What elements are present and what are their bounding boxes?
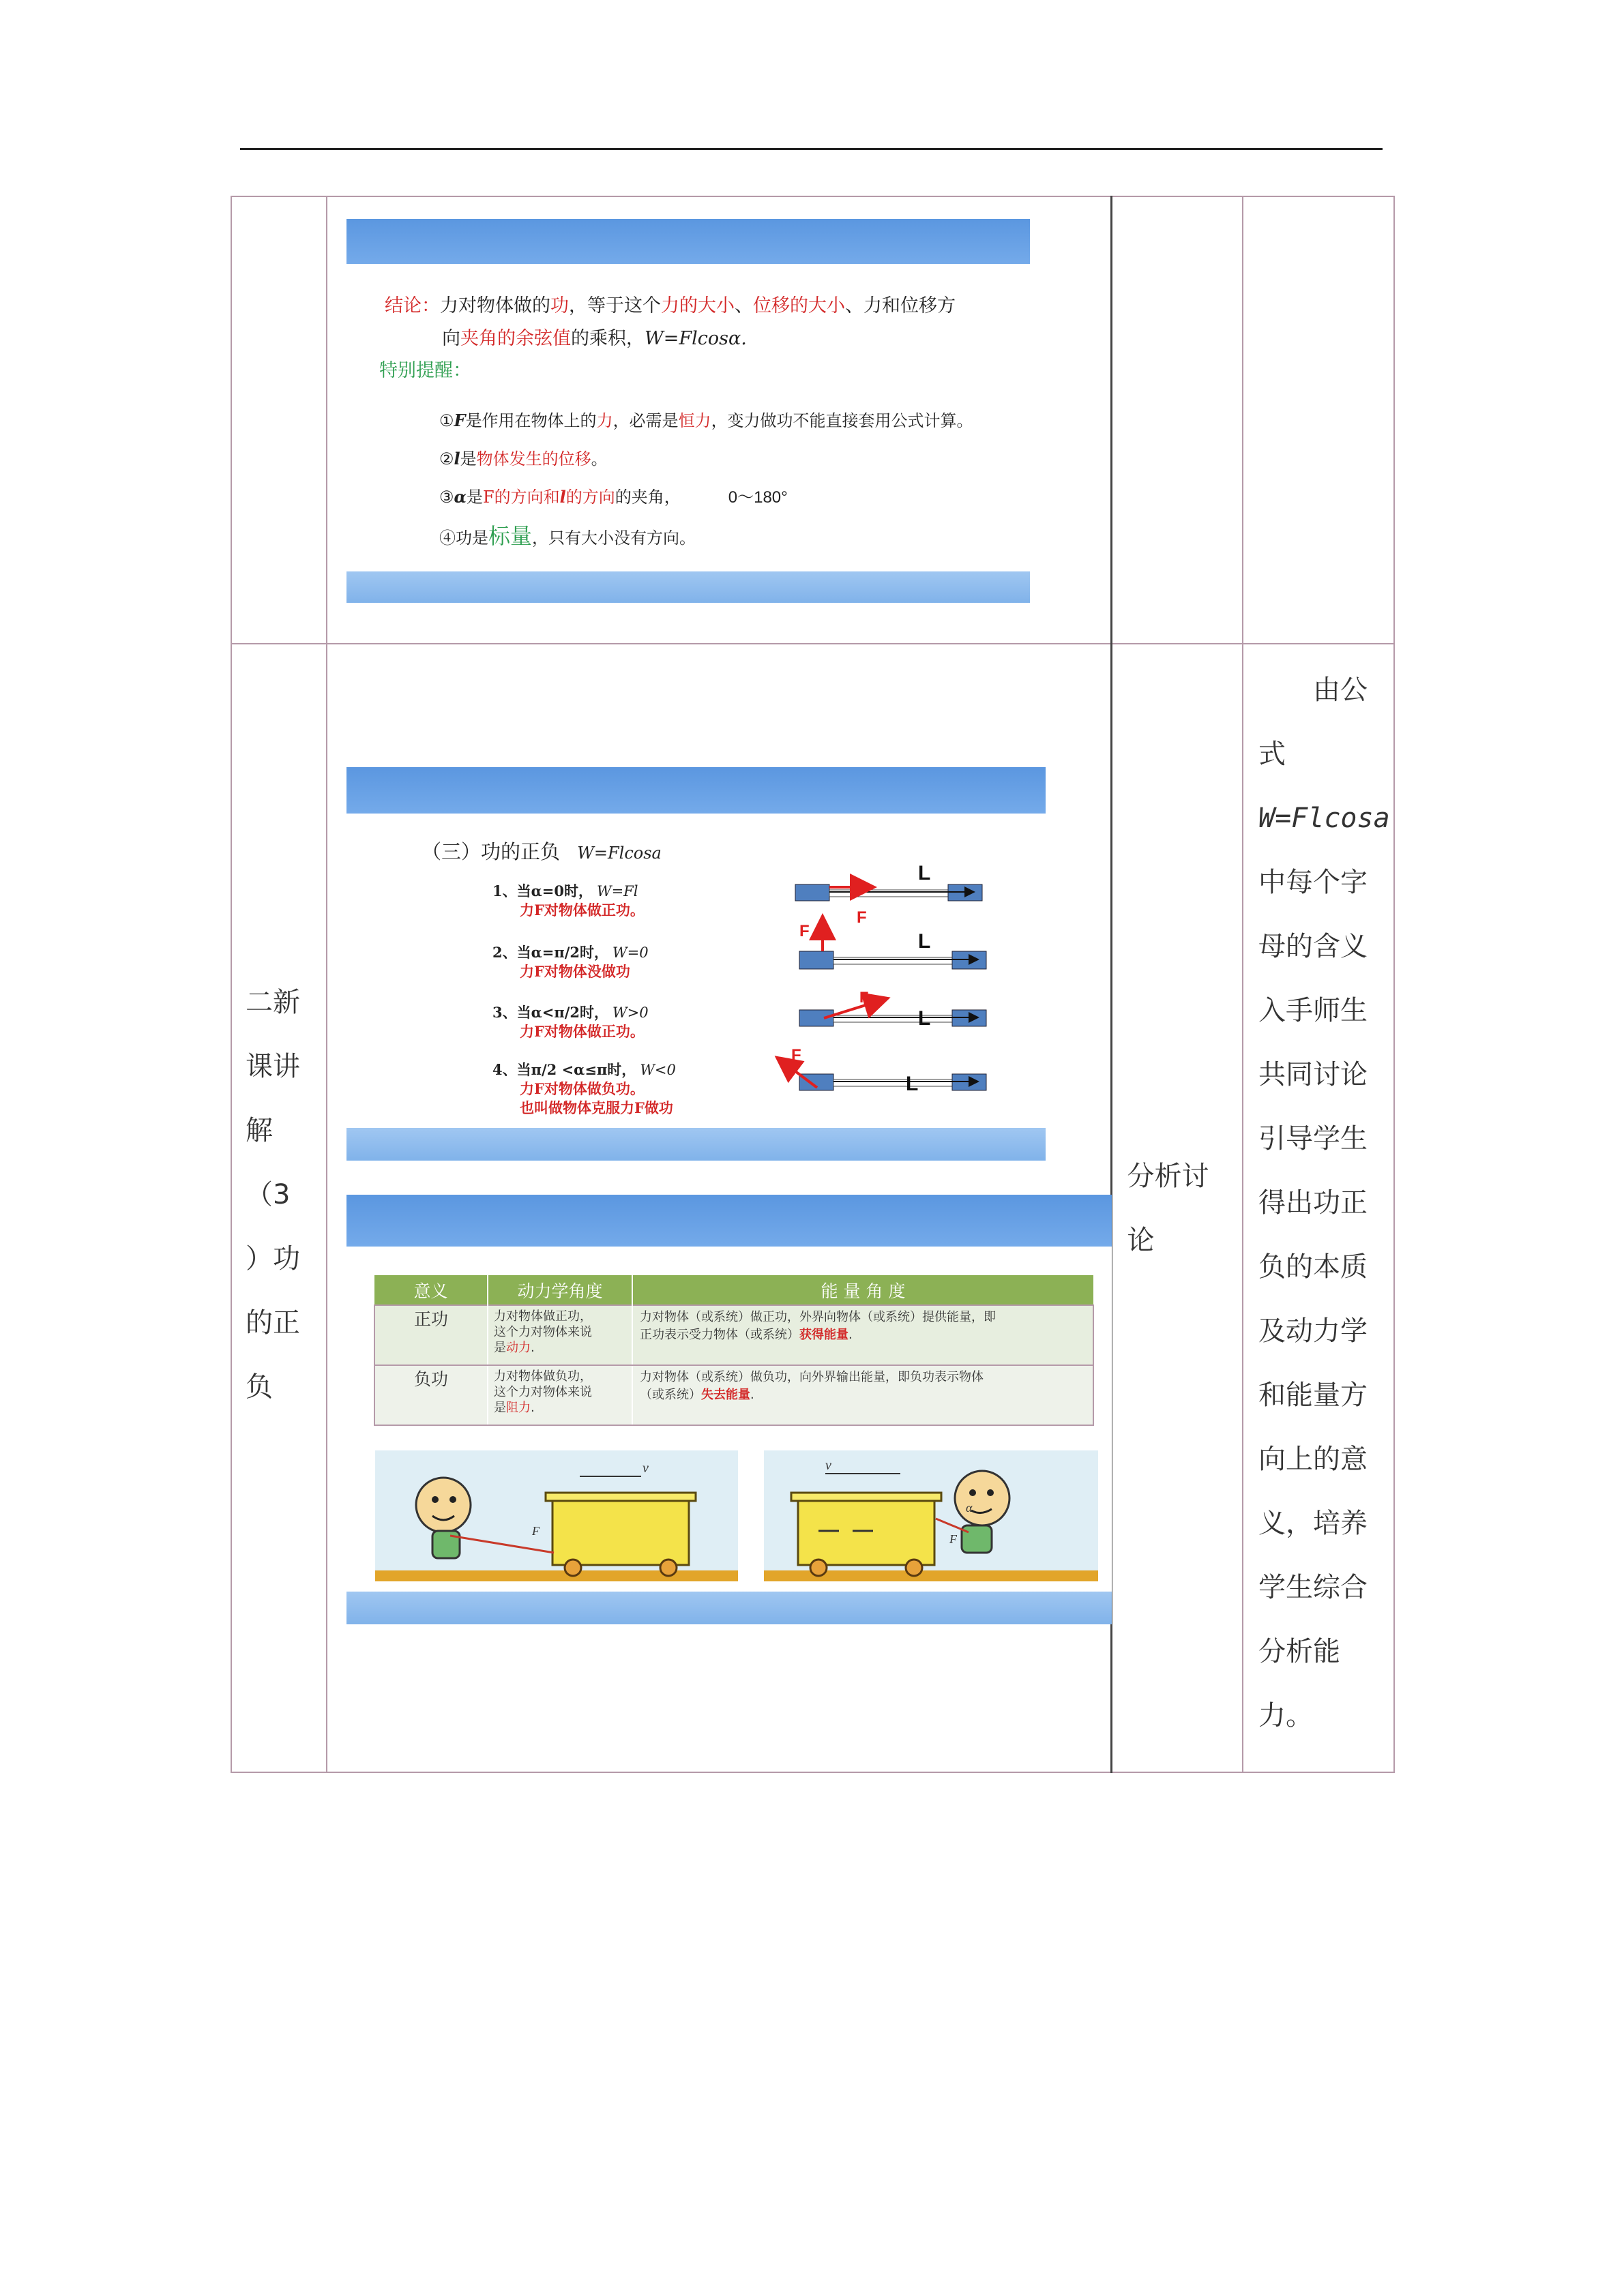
slide-bottom-band [346,1592,1112,1624]
case-result: 力F对物体做正功。 [520,1023,645,1040]
slide-top-band [346,219,1030,264]
svg-text:L: L [918,1007,931,1030]
table-row: 正功 力对物体做正功， 这个力对物体来说 是动力. 力对物体（或系统）做正功，外界向物体（或系统）提供能量，即 正功表示受力物体（或系统）获得能量. [374,1305,1093,1365]
reminder-item-1: ①F是作用在物体上的力，必需是恒力，变力做功不能直接套用公式计算。 [439,411,973,430]
svg-text:α: α [966,1501,973,1515]
text-line: 共同讨论 [1258,1059,1368,1090]
table-row-conclusion [231,196,1394,644]
cell-method [1111,644,1243,1772]
label-F: F [857,908,867,927]
text-line: 由公 [1313,674,1368,706]
work-meaning-table [374,1275,1094,1426]
case-result: 力F对物体做负功。 [520,1080,645,1097]
header-rule [240,148,1383,150]
svg-text:F: F [859,989,869,1006]
case-condition: 1、当α=0时， W=Fl [492,882,638,899]
slide-top-band [346,1195,1112,1247]
slide-positive-negative [346,767,1046,1161]
text-line: W=Flcosa [1258,803,1390,834]
svg-text:L: L [906,1073,919,1095]
svg-text:v: v [825,1458,831,1473]
table-row: 负功 力对物体做负功， 这个力对物体来说 是阻力. 力对物体（或系统）做负功，向外界输出能量，即负功表示物体 （或系统）失去能量. [374,1365,1093,1425]
reminder-item-3: ③α是F的方向和l的方向的夹角， 0～180° [439,487,788,507]
slide-conclusion [346,219,1030,603]
case-result: 力F对物体做正功。 [520,901,645,919]
text-line: 中每个字 [1258,867,1368,898]
lesson-plan-table [231,196,1395,1773]
cartoon-pushing-cart-image [764,1450,1098,1581]
text-line: 力。 [1258,1700,1313,1731]
case-result: 力F对物体没做功 [520,963,630,980]
cell-slide-conclusion [327,196,1111,644]
method-text [1112,1144,1243,1272]
svg-text:L: L [918,930,931,953]
slide-bottom-band [346,571,1030,603]
svg-text:v: v [643,1461,649,1476]
table-header-row: 意义 动力学角度 能 量 角 度 [374,1275,1093,1305]
cell-slides [327,644,1111,1772]
text-line: 负的本质 [1258,1251,1368,1283]
case-condition: 2、当α=π/2时， W=0 [492,944,649,961]
cell-method-empty [1111,196,1243,644]
cell-section-title [231,644,327,1772]
slide-bottom-band [346,1128,1046,1161]
cell-design-note [1243,644,1394,1772]
text-line: 和能量方 [1258,1380,1368,1411]
text-line: 入手师生 [1258,995,1368,1026]
section-title [232,970,326,1419]
case-condition: 4、当π/2 <α≤π时， W<0 [492,1061,676,1078]
svg-text:F: F [949,1532,957,1546]
text-line: ）功 [246,1242,300,1274]
reminder-list [439,402,973,557]
diagram-case-2 [799,919,986,969]
label-L: L [918,862,931,884]
diagram-case-1 [795,862,982,927]
text-line: 解 [246,1114,273,1146]
text-line: 式 [1258,739,1286,770]
text-line: 课讲 [246,1050,300,1082]
text-line: 引导学生 [1258,1123,1368,1154]
slide-work-meaning [346,1195,1112,1624]
cell-section-empty [231,196,327,644]
reminder-label: 特别提醒： [379,360,471,381]
svg-text:F: F [791,1046,801,1064]
text-line: 向上的意 [1258,1444,1368,1475]
reminder-item-4: ④功是标量，只有大小没有方向。 [439,523,696,549]
cartoon-pulling-cart-image [375,1450,738,1581]
case-condition: 3、当α<π/2时， W>0 [492,1004,649,1021]
force-diagrams [346,767,1046,1161]
table-row-positive-negative-work [231,644,1394,1772]
text-line: 分析能 [1258,1636,1340,1667]
text-line: 论 [1127,1224,1155,1256]
text-line: 二新 [246,986,300,1018]
svg-text:F: F [799,922,810,940]
text-line: 及动力学 [1258,1315,1368,1347]
text-line: （3 [246,1178,291,1210]
text-line: 母的含义 [1258,931,1368,962]
text-line: 分析讨 [1127,1160,1209,1192]
reminder-item-2: ②l是物体发生的位移。 [439,449,608,468]
text-line: 义，培养 [1258,1508,1368,1539]
design-note-text [1243,644,1393,1748]
diagram-case-3 [799,989,986,1030]
text-line: 的正 [246,1307,300,1339]
svg-text:F: F [532,1524,540,1538]
cell-note-empty [1243,196,1394,644]
case-note: 也叫做物体克服力F做功 [520,1099,673,1116]
text-line: 负 [246,1371,273,1403]
text-line: 学生综合 [1258,1572,1368,1603]
conclusion-text: 结论：力对物体做的功，等于这个力的大小、位移的大小、力和位移方 向夹角的余弦值的乘积，W=Flcosα. [385,295,956,349]
text-line: 得出功正 [1258,1187,1368,1219]
slide2-heading: （三）功的正负 W=Flcosa [422,840,662,863]
diagram-case-4 [779,1046,986,1095]
